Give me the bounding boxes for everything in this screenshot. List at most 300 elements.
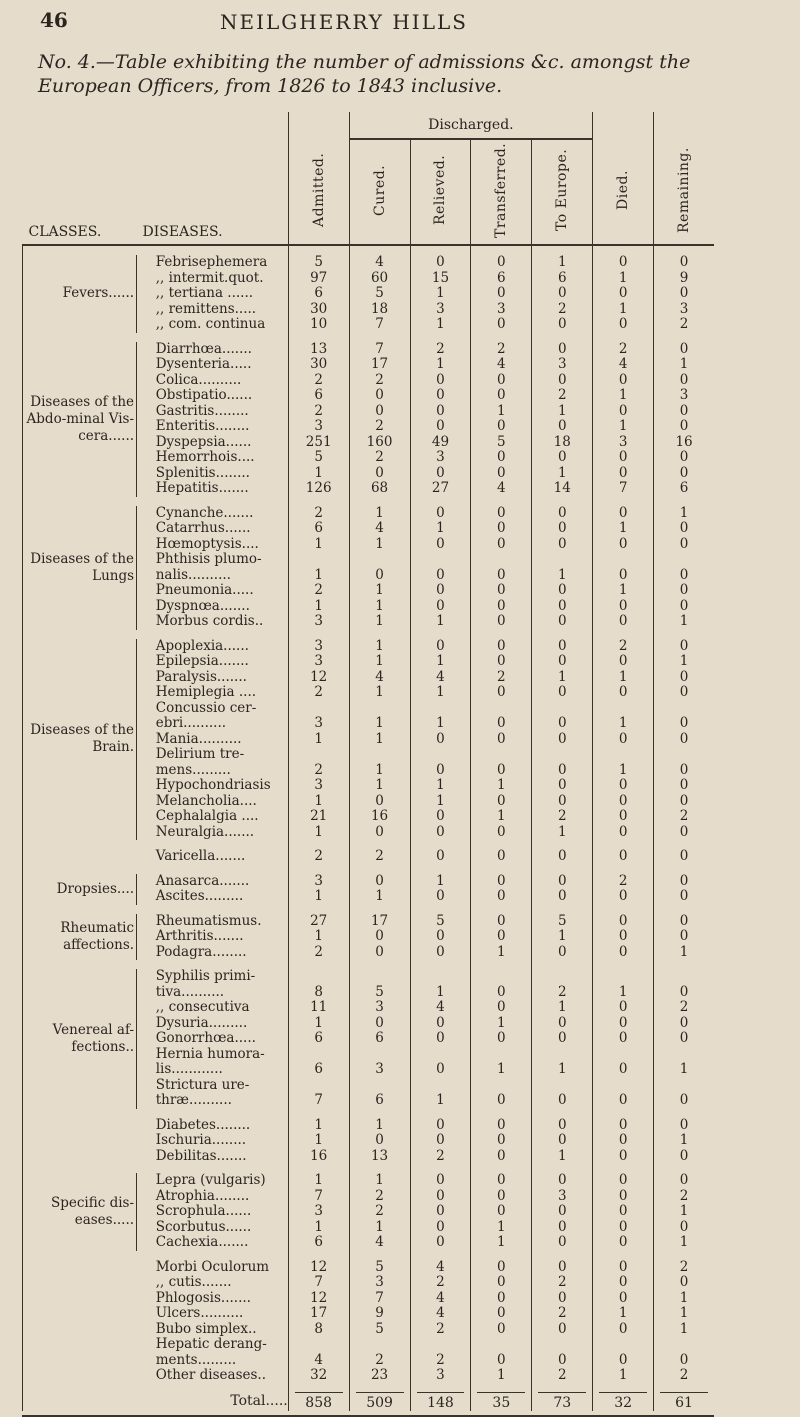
- cell-to-europe: 1: [532, 552, 593, 583]
- cell-remaining: 3: [654, 388, 714, 404]
- cell-died: 0: [593, 506, 654, 522]
- cell-to-europe: 2: [532, 1306, 593, 1322]
- cell-relieved: 0: [410, 599, 471, 615]
- cell-admitted: 12: [288, 670, 349, 686]
- disease-name: Podagra........: [155, 943, 247, 960]
- total-row: [23, 1384, 715, 1412]
- spacer-cell: [23, 630, 137, 639]
- cell-remaining: 0: [654, 255, 714, 271]
- table-row: [23, 255, 715, 271]
- cell-relieved: 0: [410, 373, 471, 389]
- brace-bracket: [137, 639, 144, 841]
- disease-name: Colica..........: [155, 371, 242, 388]
- cell-admitted: 30: [288, 357, 349, 373]
- cell-to-europe: 3: [532, 357, 593, 373]
- class-label: [23, 1260, 137, 1384]
- disease-name: Diabetes........: [155, 1116, 251, 1133]
- cell-cured: 7: [349, 317, 410, 333]
- disease-name: Neuralgia.......: [155, 823, 255, 840]
- cell-transferred: 0: [471, 825, 532, 841]
- cell-transferred: 0: [471, 654, 532, 670]
- disease-name: Ischuria........: [155, 1132, 247, 1148]
- brace-bracket: [137, 969, 144, 1109]
- cell-admitted: 2: [288, 373, 349, 389]
- cell-remaining: 0: [654, 670, 714, 686]
- cell-cured: 17: [349, 357, 410, 373]
- spacer-cell: [288, 960, 349, 969]
- cell-transferred: 3: [471, 302, 532, 318]
- cell-admitted: 6: [288, 1047, 349, 1078]
- total-class-cell: [23, 1384, 137, 1412]
- cell-relieved: 0: [410, 537, 471, 553]
- header-transferred-label: Transferred.: [493, 142, 510, 238]
- disease-name: Atrophia........: [155, 1187, 250, 1204]
- disease-name: Hepatitis.......: [155, 480, 249, 496]
- total-transferred: [471, 1384, 532, 1412]
- cell-to-europe: 0: [532, 889, 593, 905]
- cell-admitted: 1: [288, 889, 349, 905]
- cell-cured: 1: [349, 583, 410, 599]
- cell-admitted: 11: [288, 1000, 349, 1016]
- disease-name: Ulcers..........: [155, 1305, 244, 1321]
- disease-name: Anasarca.......: [155, 872, 250, 889]
- cell-relieved: 0: [410, 1016, 471, 1032]
- cell-relieved: 0: [410, 419, 471, 435]
- disease-name: Syphilis primi-tiva..........: [155, 968, 256, 1000]
- cell-relieved: 0: [410, 929, 471, 945]
- cell-remaining: 0: [654, 732, 714, 748]
- spacer-cell: [137, 1109, 144, 1118]
- cell-transferred: 0: [471, 1173, 532, 1189]
- cell-relieved: 4: [410, 670, 471, 686]
- cell-died: 0: [593, 1189, 654, 1205]
- cell-cured: 7: [349, 342, 410, 358]
- cell-transferred: 0: [471, 583, 532, 599]
- disease-name: Gonorrhœa.....: [155, 1030, 256, 1046]
- cell-admitted: 2: [288, 747, 349, 778]
- total-to-europe: [532, 1384, 593, 1412]
- disease-name: Ascites.........: [155, 888, 244, 904]
- header-diseases: DISEASES.: [137, 112, 289, 245]
- spacer-cell: [471, 960, 532, 969]
- cell-relieved: 0: [410, 404, 471, 420]
- cell-transferred: 0: [471, 1031, 532, 1047]
- cell-to-europe: 2: [532, 302, 593, 318]
- disease-name: Morbi Oculorum: [155, 1258, 270, 1275]
- cell-admitted: 1: [288, 929, 349, 945]
- cell-remaining: 6: [654, 481, 714, 497]
- cell-admitted: 2: [288, 945, 349, 961]
- cell-died: 0: [593, 599, 654, 615]
- cell-to-europe: 1: [532, 1000, 593, 1016]
- cell-transferred: 0: [471, 1078, 532, 1109]
- cell-remaining: 0: [654, 889, 714, 905]
- cell-transferred: 1: [471, 809, 532, 825]
- cell-died: 0: [593, 1275, 654, 1291]
- cell-died: 3: [593, 435, 654, 451]
- cell-died: 0: [593, 450, 654, 466]
- cell-died: 2: [593, 639, 654, 655]
- class-label: Diseases of the Lungs: [23, 506, 137, 630]
- brace-bracket: [137, 255, 144, 333]
- cell-relieved: 0: [410, 1189, 471, 1205]
- disease-name: Dysuria.........: [155, 1014, 248, 1031]
- cell-died: 0: [593, 1047, 654, 1078]
- cell-cured: 4: [349, 1235, 410, 1251]
- cell-transferred: 5: [471, 435, 532, 451]
- cell-remaining: 1: [654, 357, 714, 373]
- disease-name: Dyspnœa.......: [155, 597, 250, 614]
- cell-transferred: 0: [471, 537, 532, 553]
- cell-to-europe: 0: [532, 1235, 593, 1251]
- cell-admitted: 2: [288, 506, 349, 522]
- cell-relieved: 1: [410, 1078, 471, 1109]
- group-spacer: [23, 497, 715, 506]
- cell-to-europe: 0: [532, 373, 593, 389]
- cell-remaining: 0: [654, 825, 714, 841]
- cell-remaining: 0: [654, 286, 714, 302]
- disease-name: Phlogosis.......: [155, 1289, 251, 1306]
- cell-died: 1: [593, 302, 654, 318]
- cell-transferred: 0: [471, 450, 532, 466]
- cell-died: 0: [593, 794, 654, 810]
- cell-died: 0: [593, 849, 654, 865]
- table-body: [23, 245, 715, 1411]
- page-number: 46: [40, 8, 68, 32]
- disease-name: Obstipatio......: [155, 387, 253, 403]
- total-admitted-value: 858: [295, 1392, 343, 1412]
- cell-transferred: 4: [471, 357, 532, 373]
- spacer-cell: [23, 865, 137, 874]
- group-spacer: [23, 865, 715, 874]
- cell-transferred: 1: [471, 1368, 532, 1384]
- cell-remaining: 2: [654, 809, 714, 825]
- cell-to-europe: 1: [532, 466, 593, 482]
- cell-transferred: 0: [471, 849, 532, 865]
- cell-relieved: 0: [410, 945, 471, 961]
- cell-admitted: 1: [288, 794, 349, 810]
- cell-transferred: 0: [471, 1275, 532, 1291]
- table-row: [23, 849, 715, 865]
- cell-transferred: 0: [471, 794, 532, 810]
- header-cured: [349, 139, 410, 245]
- cell-admitted: 1: [288, 732, 349, 748]
- disease-name: Varicella.......: [155, 848, 246, 864]
- cell-relieved: 0: [410, 639, 471, 655]
- disease-name: Delirium tre-mens.........: [155, 746, 245, 778]
- class-label: Diseases of the Abdo-minal Vis-cera......: [23, 342, 137, 497]
- cell-died: 7: [593, 481, 654, 497]
- header-transferred: [471, 139, 532, 245]
- disease-name: Paralysis.......: [155, 668, 247, 685]
- cell-cured: 0: [349, 929, 410, 945]
- cell-relieved: 4: [410, 1291, 471, 1307]
- cell-remaining: 2: [654, 1368, 714, 1384]
- cell-remaining: 0: [654, 1173, 714, 1189]
- cell-relieved: 0: [410, 889, 471, 905]
- cell-remaining: 1: [654, 1306, 714, 1322]
- cell-relieved: 0: [410, 809, 471, 825]
- cell-transferred: 0: [471, 929, 532, 945]
- table-row: [23, 1173, 715, 1189]
- spacer-cell: [137, 630, 144, 639]
- cell-died: 0: [593, 537, 654, 553]
- cell-cured: 17: [349, 914, 410, 930]
- cell-transferred: 4: [471, 481, 532, 497]
- spacer-cell: [349, 960, 410, 969]
- header-admitted-label: Admitted.: [310, 152, 327, 228]
- brace-none: [137, 1118, 144, 1165]
- cell-admitted: 3: [288, 701, 349, 732]
- table-row: [23, 342, 715, 358]
- cell-admitted: 1: [288, 552, 349, 583]
- cell-transferred: 0: [471, 914, 532, 930]
- cell-admitted: 32: [288, 1368, 349, 1384]
- cell-cured: 2: [349, 1204, 410, 1220]
- cell-transferred: 0: [471, 614, 532, 630]
- cell-to-europe: 5: [532, 914, 593, 930]
- spacer-cell: [137, 333, 144, 342]
- cell-died: 0: [593, 825, 654, 841]
- cell-relieved: 1: [410, 969, 471, 1000]
- cell-died: 1: [593, 419, 654, 435]
- disease-name: Hypochondriasis: [155, 777, 271, 793]
- cell-relieved: 2: [410, 1337, 471, 1368]
- cell-cured: 13: [349, 1149, 410, 1165]
- cell-to-europe: 0: [532, 1133, 593, 1149]
- cell-remaining: 0: [654, 466, 714, 482]
- cell-relieved: 0: [410, 849, 471, 865]
- cell-relieved: 2: [410, 1275, 471, 1291]
- cell-died: 0: [593, 889, 654, 905]
- cell-transferred: 0: [471, 466, 532, 482]
- cell-remaining: 0: [654, 1118, 714, 1134]
- total-relieved: [410, 1384, 471, 1412]
- cell-relieved: 0: [410, 1173, 471, 1189]
- cell-cured: 2: [349, 373, 410, 389]
- table-caption: No. 4.—Table exhibiting the number of admissions &c. amongst the European Officers, from 1826 to 1843 inclusive.: [38, 51, 691, 97]
- header-discharged: Discharged.: [349, 112, 593, 139]
- cell-transferred: 0: [471, 286, 532, 302]
- cell-admitted: 6: [288, 1031, 349, 1047]
- cell-to-europe: 0: [532, 849, 593, 865]
- spacer-cell: [23, 497, 137, 506]
- cell-admitted: 27: [288, 914, 349, 930]
- cell-died: 0: [593, 1204, 654, 1220]
- cell-cured: 3: [349, 1275, 410, 1291]
- disease-name: Other diseases..: [155, 1367, 267, 1383]
- admissions-table: [22, 112, 714, 1411]
- cell-admitted: 8: [288, 1322, 349, 1338]
- cell-cured: 1: [349, 1173, 410, 1189]
- cell-died: 0: [593, 466, 654, 482]
- cell-died: 0: [593, 945, 654, 961]
- cell-remaining: 0: [654, 874, 714, 890]
- cell-relieved: 1: [410, 874, 471, 890]
- cell-died: 0: [593, 809, 654, 825]
- cell-to-europe: 6: [532, 271, 593, 287]
- cell-transferred: 0: [471, 1133, 532, 1149]
- cell-cured: 2: [349, 849, 410, 865]
- cell-admitted: 17: [288, 1306, 349, 1322]
- cell-to-europe: 1: [532, 670, 593, 686]
- cell-remaining: 1: [654, 1204, 714, 1220]
- cell-relieved: 1: [410, 654, 471, 670]
- cell-to-europe: 14: [532, 481, 593, 497]
- page-header: [40, 8, 780, 38]
- cell-admitted: 1: [288, 825, 349, 841]
- header-remaining-label: Remaining.: [676, 147, 693, 233]
- spacer-cell: [23, 1164, 137, 1173]
- cell-admitted: 1: [288, 599, 349, 615]
- cell-cured: 0: [349, 466, 410, 482]
- cell-remaining: 16: [654, 435, 714, 451]
- cell-to-europe: 18: [532, 435, 593, 451]
- disease-name: Bubo simplex..: [155, 1320, 257, 1337]
- cell-remaining: 0: [654, 778, 714, 794]
- cell-admitted: 2: [288, 849, 349, 865]
- disease-name: Febrisephemera: [155, 254, 268, 270]
- cell-to-europe: 2: [532, 969, 593, 1000]
- cell-admitted: 1: [288, 466, 349, 482]
- cell-admitted: 12: [288, 1260, 349, 1276]
- class-label: [23, 1118, 137, 1165]
- cell-transferred: 0: [471, 317, 532, 333]
- disease-name: Phthisis plumo-nalis..........: [155, 551, 262, 583]
- cell-died: 0: [593, 914, 654, 930]
- cell-remaining: 1: [654, 614, 714, 630]
- spacer-cell: [654, 960, 714, 969]
- spacer-cell: [23, 840, 137, 849]
- cell-relieved: 0: [410, 1031, 471, 1047]
- cell-relieved: 1: [410, 614, 471, 630]
- disease-name: Cephalalgia ....: [155, 808, 259, 824]
- cell-transferred: 0: [471, 732, 532, 748]
- cell-relieved: 0: [410, 1047, 471, 1078]
- cell-cured: 1: [349, 614, 410, 630]
- group-spacer: [23, 960, 715, 969]
- cell-admitted: 1: [288, 1220, 349, 1236]
- cell-to-europe: 0: [532, 639, 593, 655]
- cell-admitted: 6: [288, 388, 349, 404]
- cell-cured: 4: [349, 670, 410, 686]
- group-spacer: [23, 1164, 715, 1173]
- group-spacer: [23, 333, 715, 342]
- cell-to-europe: 0: [532, 599, 593, 615]
- disease-name: Morbus cordis..: [155, 613, 264, 629]
- cell-relieved: 0: [410, 825, 471, 841]
- cell-relieved: 3: [410, 1368, 471, 1384]
- cell-remaining: 0: [654, 1031, 714, 1047]
- group-spacer: [23, 1251, 715, 1260]
- cell-relieved: 4: [410, 1260, 471, 1276]
- header-remaining: [654, 112, 714, 245]
- cell-died: 0: [593, 552, 654, 583]
- cell-relieved: 0: [410, 552, 471, 583]
- cell-cured: 1: [349, 732, 410, 748]
- group-spacer: [23, 245, 715, 255]
- cell-to-europe: 1: [532, 404, 593, 420]
- cell-relieved: 1: [410, 794, 471, 810]
- cell-relieved: 2: [410, 342, 471, 358]
- cell-died: 0: [593, 404, 654, 420]
- disease-name: Catarrhus......: [155, 520, 251, 536]
- spacer-cell: [137, 960, 144, 969]
- cell-admitted: 16: [288, 1149, 349, 1165]
- cell-remaining: 0: [654, 914, 714, 930]
- cell-to-europe: 0: [532, 1204, 593, 1220]
- cell-transferred: 1: [471, 945, 532, 961]
- cell-to-europe: 2: [532, 1275, 593, 1291]
- cell-transferred: 0: [471, 552, 532, 583]
- spacer-cell: [23, 245, 137, 255]
- cell-cured: 1: [349, 685, 410, 701]
- cell-admitted: 4: [288, 1337, 349, 1368]
- cell-admitted: 251: [288, 435, 349, 451]
- cell-remaining: 0: [654, 450, 714, 466]
- cell-to-europe: 0: [532, 521, 593, 537]
- cell-admitted: 3: [288, 874, 349, 890]
- cell-cured: 5: [349, 1260, 410, 1276]
- cell-to-europe: 0: [532, 945, 593, 961]
- cell-relieved: 0: [410, 506, 471, 522]
- cell-died: 0: [593, 778, 654, 794]
- cell-remaining: 0: [654, 849, 714, 865]
- brace-bracket: [137, 506, 144, 630]
- cell-cured: 0: [349, 825, 410, 841]
- cell-cured: 0: [349, 1133, 410, 1149]
- class-label: Diseases of the Brain.: [23, 639, 137, 841]
- disease-name: Arthritis.......: [155, 928, 244, 944]
- disease-name: Scorbutus......: [155, 1218, 252, 1235]
- running-title: NEILGHERRY HILLS: [220, 10, 468, 34]
- cell-died: 1: [593, 969, 654, 1000]
- cell-died: 2: [593, 342, 654, 358]
- cell-transferred: 0: [471, 521, 532, 537]
- disease-name: Rheumatismus.: [155, 912, 262, 929]
- cell-remaining: 1: [654, 1291, 714, 1307]
- cell-relieved: 2: [410, 1322, 471, 1338]
- class-label: Rheumatic affections.: [23, 914, 137, 961]
- cell-to-europe: 2: [532, 388, 593, 404]
- cell-died: 0: [593, 929, 654, 945]
- cell-cured: 1: [349, 889, 410, 905]
- cell-cured: 0: [349, 404, 410, 420]
- table-row: [23, 914, 715, 930]
- cell-cured: 1: [349, 654, 410, 670]
- disease-name: Pneumonia.....: [155, 582, 254, 598]
- cell-transferred: 6: [471, 271, 532, 287]
- cell-admitted: 3: [288, 639, 349, 655]
- cell-cured: 1: [349, 599, 410, 615]
- cell-admitted: 30: [288, 302, 349, 318]
- cell-transferred: 0: [471, 889, 532, 905]
- cell-remaining: 0: [654, 342, 714, 358]
- cell-to-europe: 1: [532, 255, 593, 271]
- disease-name: Hernia humora-lis............: [155, 1045, 265, 1077]
- cell-relieved: 0: [410, 466, 471, 482]
- cell-admitted: 1: [288, 537, 349, 553]
- cell-transferred: 0: [471, 1260, 532, 1276]
- cell-transferred: 1: [471, 778, 532, 794]
- cell-died: 0: [593, 1000, 654, 1016]
- cell-to-europe: 0: [532, 778, 593, 794]
- cell-admitted: 126: [288, 481, 349, 497]
- cell-relieved: 1: [410, 778, 471, 794]
- total-label: Total.....: [230, 1392, 288, 1409]
- header-to-europe: [532, 139, 593, 245]
- cell-admitted: 1: [288, 1016, 349, 1032]
